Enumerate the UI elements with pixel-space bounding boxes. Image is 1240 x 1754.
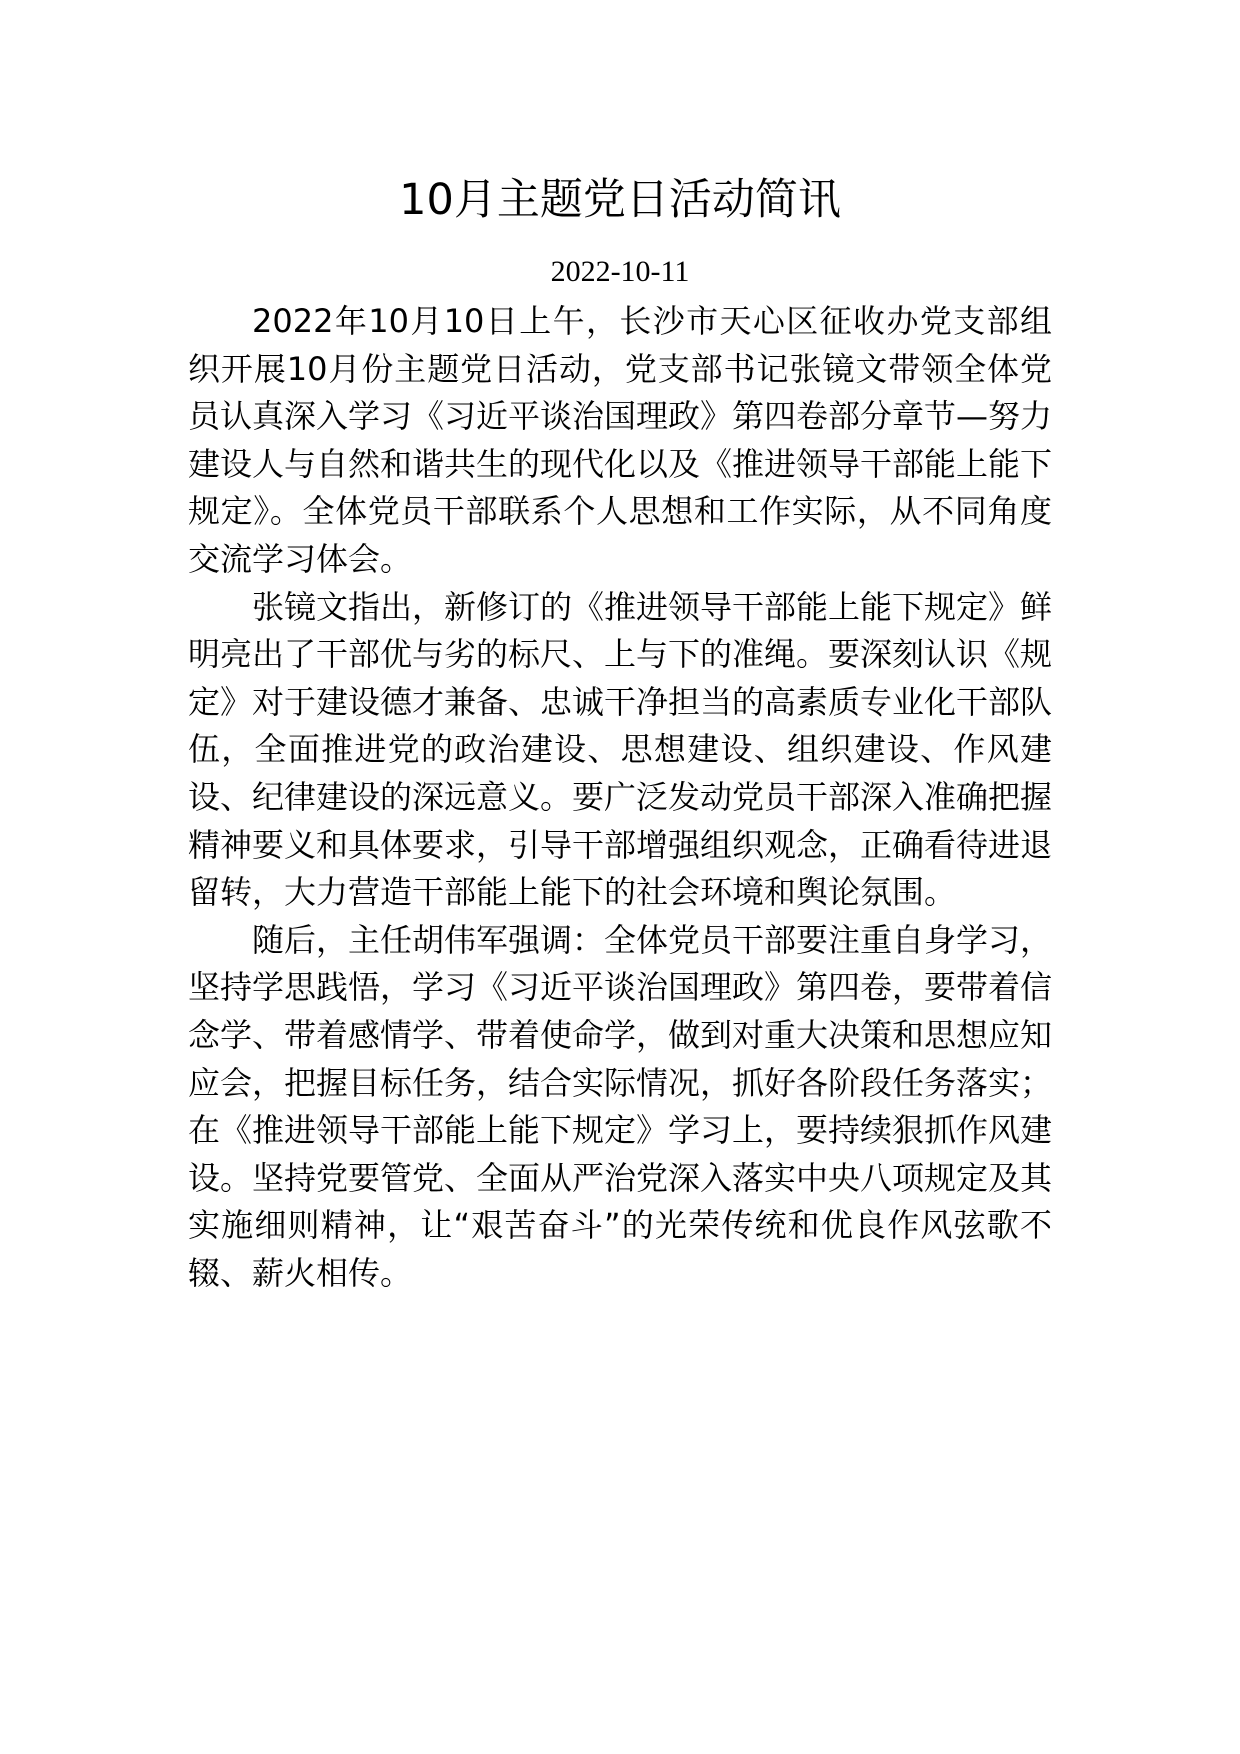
body-paragraph: 张镜文指出，新修订的《推进领导干部能上能下规定》鲜明亮出了干部优与劣的标尺、上与下的准绳。要深刻认识《规定》对于建设德才兼备、忠诚干净担当的高素质专业化干部队伍，全面推进党的政治建设、思想建设、组织建设、作风建设、纪律建设的深远意义。要广泛发动党员干部深入准确把握精神要义和具体要求，引导干部增强组织观念，正确看待进退留转，大力营造干部能上能下的社会环境和舆论氛围。: [188, 587, 1053, 912]
body-paragraph: 随后，主任胡伟军强调：全体党员干部要注重自身学习，坚持学思践悟，学习《习近平谈治国理政》第四卷，要带着信念学、带着感情学、带着使命学，做到对重大决策和思想应知应会，把握目标任务，结合实际情况，抓好各阶段任务落实；在《推进领导干部能上能下规定》学习上，要持续狠抓作风建设。坚持党要管党、全面从严治党深入落实中央八项规定及其实施细则精神，让“艰苦奋斗”的光荣传统和优良作风弦歌不辍、薪火相传。: [188, 920, 1053, 1292]
body-paragraph: 2022年10月10日上午，长沙市天心区征收办党支部组织开展10月份主题党日活动，党支部书记张镜文带领全体党员认真深入学习《习近平谈治国理政》第四卷部分章节—努力建设人与自然和谐共生的现代化以及《推进领导干部能上能下规定》。全体党员干部联系个人思想和工作实际，从不同角度交流学习体会。: [188, 302, 1053, 578]
document-date: 2022-10-11: [550, 255, 690, 288]
document-title: 10月主题党日活动简讯: [399, 175, 841, 225]
document-body: [188, 298, 1052, 1297]
document-page: [188, 168, 1052, 1297]
